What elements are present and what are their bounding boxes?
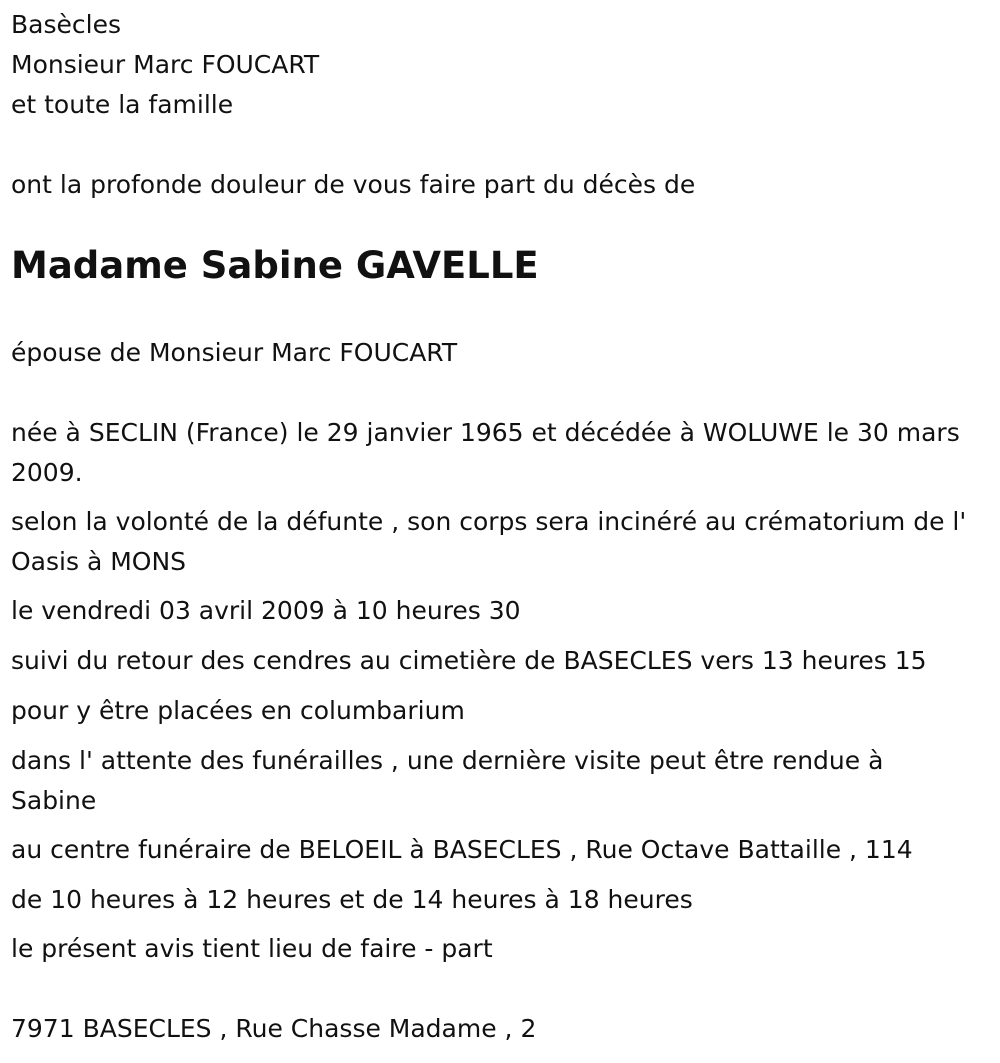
birth-death-text: née à SECLIN (France) le 29 janvier 1965 et décédée à WOLUWE le 30 mars 2009. bbox=[11, 418, 960, 487]
ashes-return-text: suivi du retour des cendres au cimetière de BASECLES vers 13 heures 15 bbox=[11, 646, 927, 675]
visitation-hours: de 10 heures à 12 heures et de 14 heures à 18 heures bbox=[11, 885, 693, 914]
ceremony-date-time: le vendredi 03 avril 2009 à 10 heures 30 bbox=[11, 596, 521, 625]
closing-note: le présent avis tient lieu de faire - part bbox=[11, 934, 493, 963]
announcer-family: et toute la famille bbox=[11, 90, 234, 119]
announcer-spouse: Monsieur Marc FOUCART bbox=[11, 50, 320, 79]
visitation-location: au centre funéraire de BELOEIL à BASECLES , Rue Octave Battaille , 114 bbox=[11, 835, 913, 864]
spouse-of-text: épouse de Monsieur Marc FOUCART bbox=[11, 338, 458, 367]
columbarium-text: pour y être placées en columbarium bbox=[11, 696, 465, 725]
announcer-place: Basècles bbox=[11, 10, 121, 39]
cremation-text: selon la volonté de la défunte , son corps sera incinéré au crématorium de l' Oasis à MONS bbox=[11, 507, 967, 576]
announcement-text: ont la profonde douleur de vous faire part du décès de bbox=[11, 170, 696, 199]
deceased-name: Madame Sabine GAVELLE bbox=[11, 244, 539, 287]
visitation-intro: dans l' attente des funérailles , une dernière visite peut être rendue à Sabine bbox=[11, 746, 884, 815]
family-address: 7971 BASECLES , Rue Chasse Madame , 2 bbox=[11, 1014, 537, 1043]
